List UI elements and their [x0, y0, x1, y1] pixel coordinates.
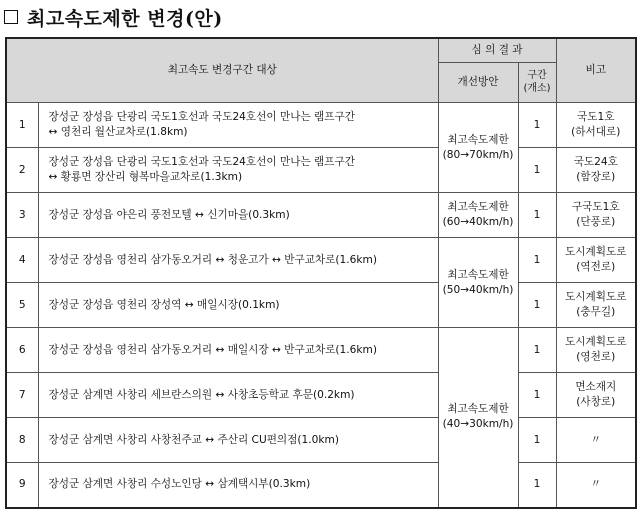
plan-cell: 최고속도제한 (80→70km/h)	[438, 103, 518, 193]
table-row	[6, 328, 636, 373]
page-title	[4, 3, 223, 31]
note-cell: 국도1호 (하서대로)	[556, 103, 636, 148]
count-cell: 1	[518, 148, 556, 193]
header-count: 구간 (개소)	[518, 63, 556, 103]
row-number: 1	[6, 103, 38, 148]
route-cell: 장성군 장성읍 영천리 삼가동오거리 ↔ 매일시장 ↔ 반구교차로(1.6km)	[38, 328, 438, 373]
row-number: 7	[6, 373, 38, 418]
header-result: 심 의 결 과	[438, 38, 556, 63]
note-cell: 도시계획도로 (충무길)	[556, 283, 636, 328]
note-cell: 국도24호 (함장로)	[556, 148, 636, 193]
table-row	[6, 463, 636, 508]
row-number: 8	[6, 418, 38, 463]
count-cell: 1	[518, 463, 556, 508]
route-cell: 장성군 장성읍 영천리 삼가동오거리 ↔ 청운고가 ↔ 반구교차로(1.6km)	[38, 238, 438, 283]
table-row	[6, 283, 636, 328]
table-row	[6, 238, 636, 283]
header-plan: 개선방안	[438, 63, 518, 103]
note-cell: 〃	[556, 463, 636, 508]
row-number: 6	[6, 328, 38, 373]
note-cell: 면소재지 (사창로)	[556, 373, 636, 418]
route-cell: 장성군 삼계면 사창리 수성노인당 ↔ 삼계택시부(0.3km)	[38, 463, 438, 508]
count-cell: 1	[518, 103, 556, 148]
table-row	[6, 103, 636, 148]
plan-cell: 최고속도제한 (50→40km/h)	[438, 238, 518, 328]
speed-limit-table	[5, 37, 637, 509]
header-note: 비고	[556, 38, 636, 103]
table-row	[6, 373, 636, 418]
plan-cell: 최고속도제한 (40→30km/h)	[438, 328, 518, 508]
route-cell: 장성군 삼계면 사창리 사창천주교 ↔ 주산리 CU편의점(1.0km)	[38, 418, 438, 463]
table-row	[6, 418, 636, 463]
title-text: 최고속도제한 변경(안)	[27, 7, 223, 30]
row-number: 9	[6, 463, 38, 508]
count-cell: 1	[518, 283, 556, 328]
note-cell: 구국도1호 (단풍로)	[556, 193, 636, 238]
count-cell: 1	[518, 418, 556, 463]
route-cell: 장성군 삼계면 사창리 세브란스의원 ↔ 사창초등학교 후문(0.2km)	[38, 373, 438, 418]
route-cell: 장성군 장성읍 야은리 풍전모텔 ↔ 신기마을(0.3km)	[38, 193, 438, 238]
table-row	[6, 193, 636, 238]
row-number: 2	[6, 148, 38, 193]
row-number: 3	[6, 193, 38, 238]
row-number: 4	[6, 238, 38, 283]
count-cell: 1	[518, 238, 556, 283]
count-cell: 1	[518, 328, 556, 373]
checkbox-square-icon	[4, 10, 18, 24]
route-cell: 장성군 장성읍 영천리 장성역 ↔ 매일시장(0.1km)	[38, 283, 438, 328]
note-cell: 도시계획도로 (역전로)	[556, 238, 636, 283]
row-number: 5	[6, 283, 38, 328]
count-cell: 1	[518, 193, 556, 238]
note-cell: 도시계획도로 (영천로)	[556, 328, 636, 373]
plan-cell: 최고속도제한 (60→40km/h)	[438, 193, 518, 238]
note-cell: 〃	[556, 418, 636, 463]
route-cell: 장성군 장성읍 단광리 국도1호선과 국도24호선이 만나는 램프구간 ↔ 영천리 월산교차로(1.8km)	[38, 103, 438, 148]
route-cell: 장성군 장성읍 단광리 국도1호선과 국도24호선이 만나는 램프구간 ↔ 황룡면 장산리 형복마을교차로(1.3km)	[38, 148, 438, 193]
count-cell: 1	[518, 373, 556, 418]
header-target: 최고속도 변경구간 대상	[6, 38, 438, 103]
table-row	[6, 148, 636, 193]
